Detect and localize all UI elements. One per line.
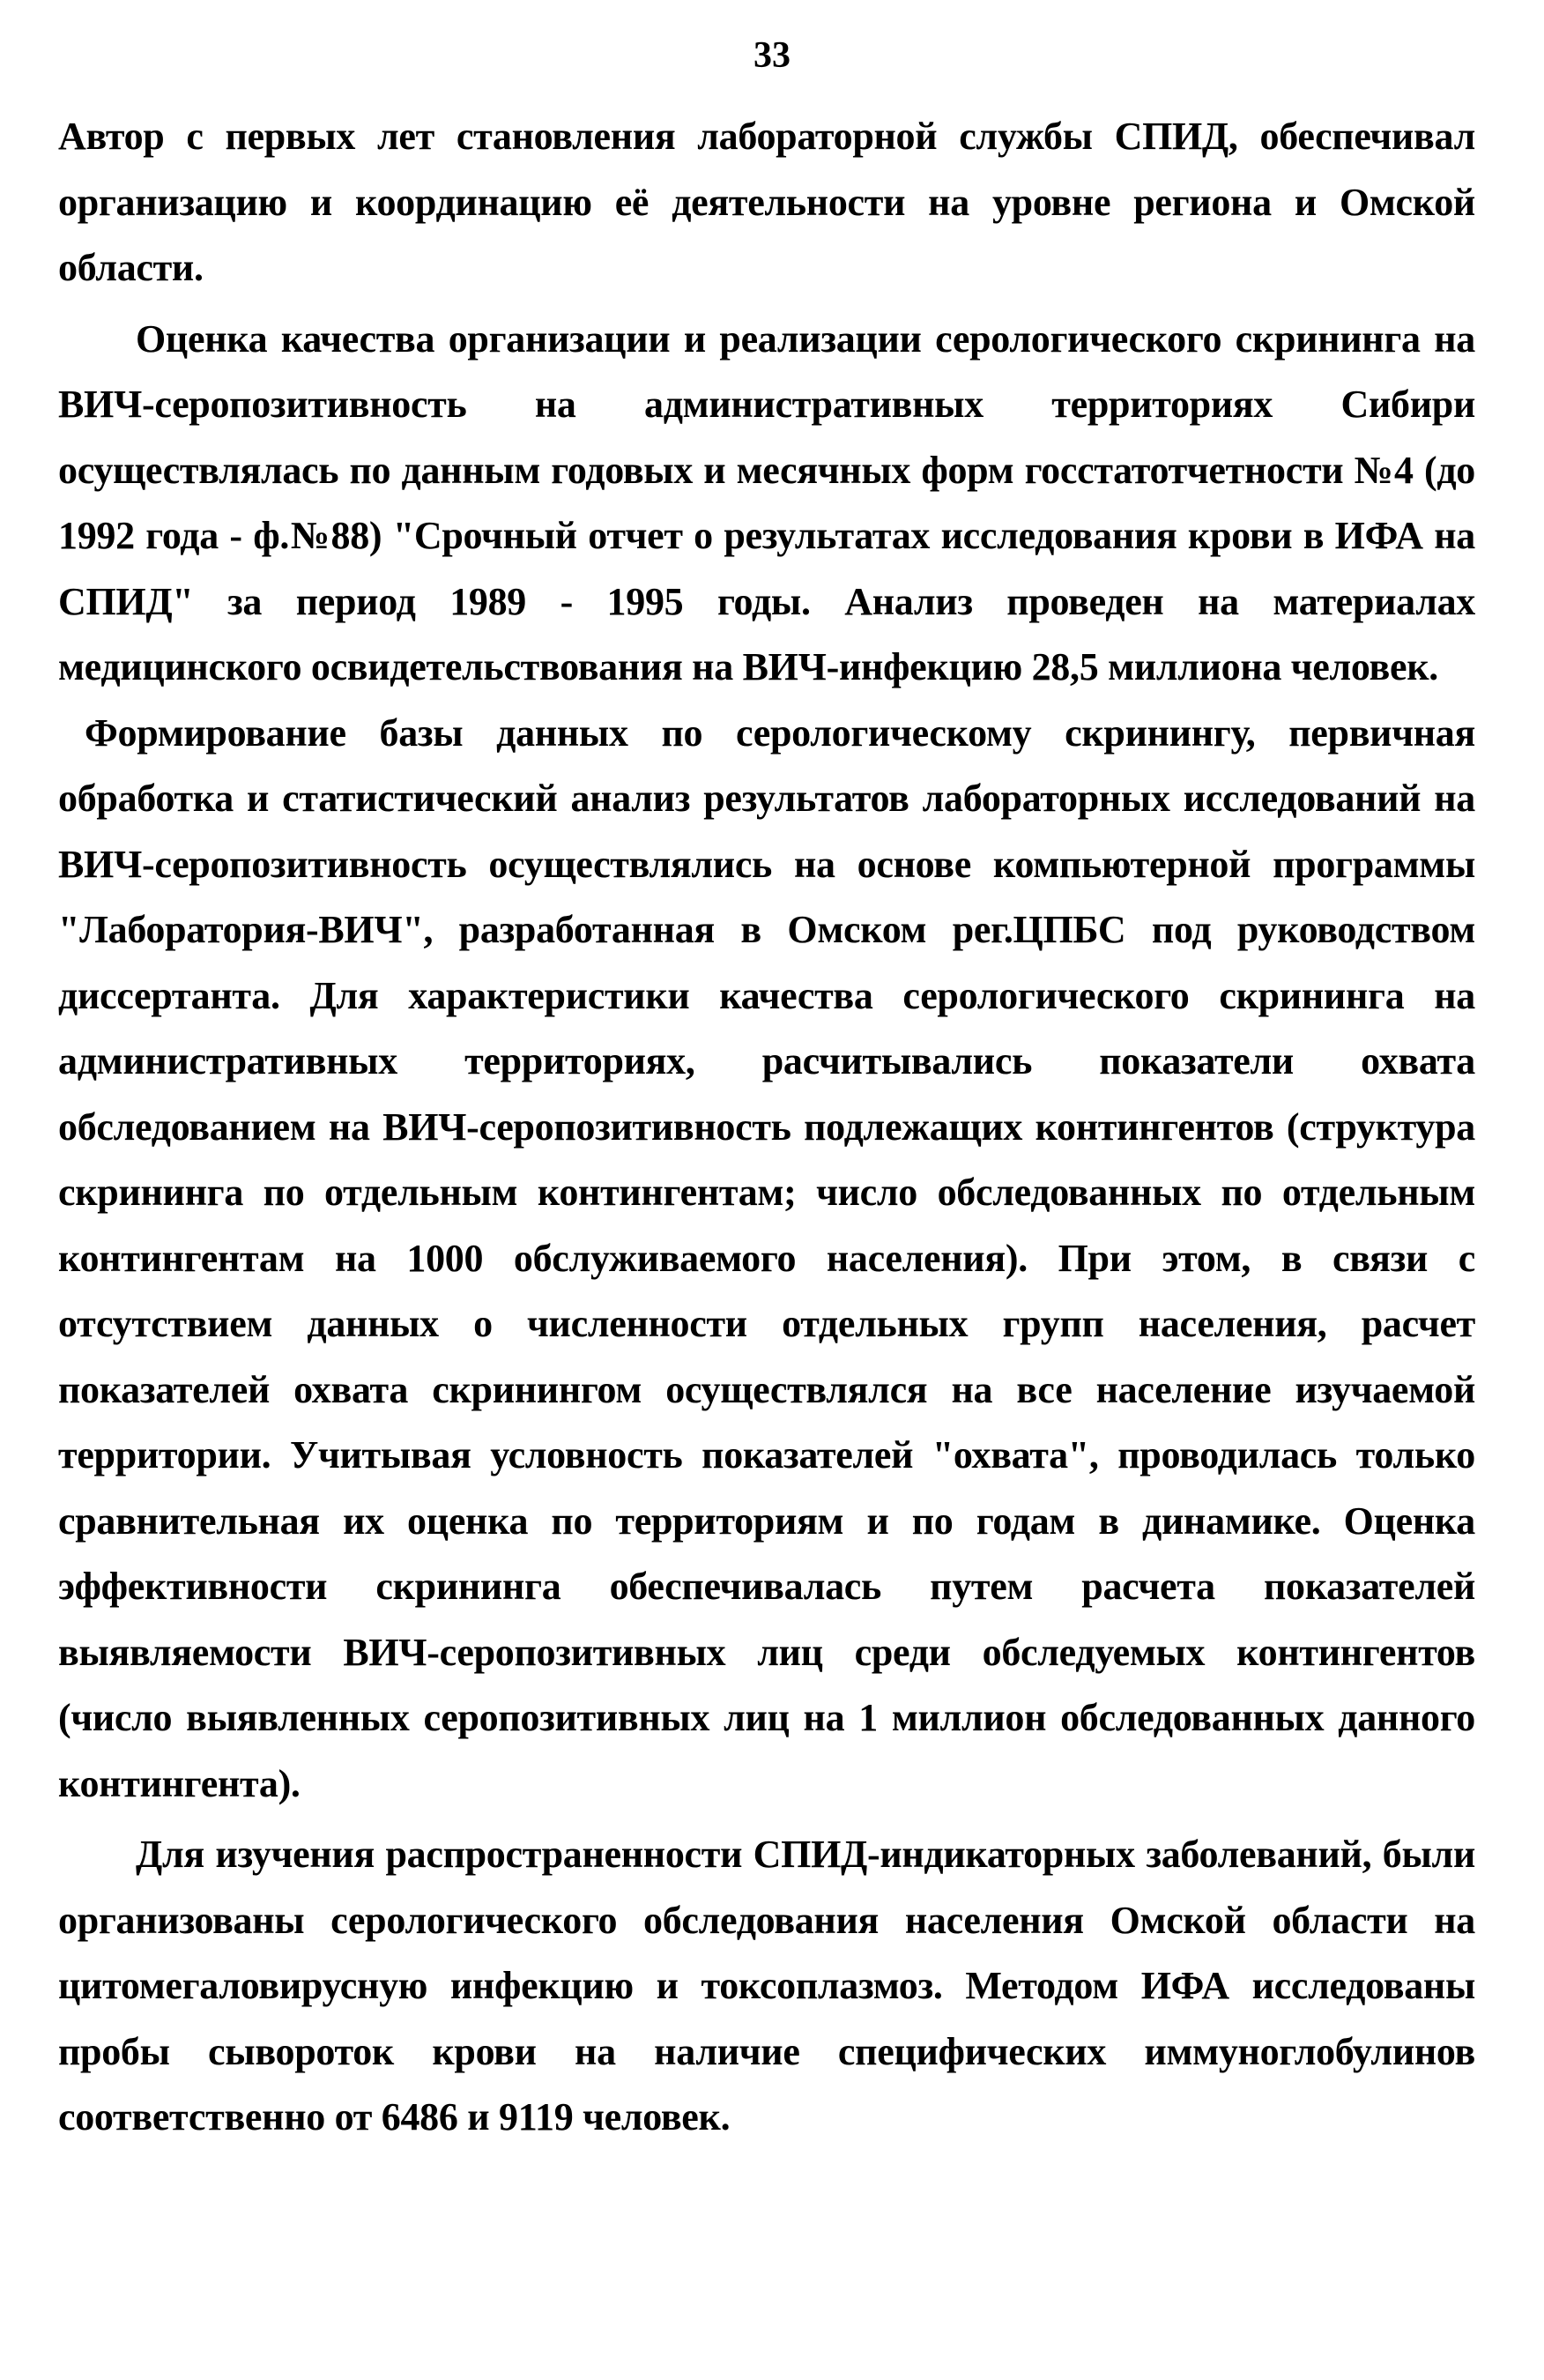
- page-number: 33: [753, 35, 791, 76]
- paragraph-author-role: Автор с первых лет становления лабораторной службы СПИД, обеспечивал организацию и координацию её деятельности на уровне региона и Омской области.: [58, 115, 1475, 289]
- body-text: [58, 104, 1475, 2151]
- paragraph-database-methods: Формирование базы данных по серологическому скринингу, первичная обработка и статистический анализ результатов лабораторных исследований на ВИЧ-серопозитивность осуществлялись на основе компьютерной программы "Лаборатория-ВИЧ", разработанная в Омском рег.ЦПБС под руководством диссертанта. Для характеристики качества серологического скрининга на административных территориях, расчитывались показатели охвата обследованием на ВИЧ-серопозитивность подлежащих контингентов (структура скрининга по отдельным контингентам; число обследованных по отдельным контингентам на 1000 обслуживаемого населения). При этом, в связи с отсутствием данных о численности отдельных групп населения, расчет показателей охвата скринингом осуществлялся на все население изучаемой территории. Учитывая условность показателей "охвата", проводилась только сравнительная их оценка по территориям и по годам в динамике. Оценка эффективности скрининга обеспечивалась путем расчета показателей выявляемости ВИЧ-серопозитивных лиц среди обследуемых контингентов (число выявленных серопозитивных лиц на 1 миллион обследованных данного контингента).: [58, 710, 1475, 1805]
- paragraph-screening-assessment: Оценка качества организации и реализации серологического скрининга на ВИЧ-серопозитивность на административных территориях Сибири осуществлялась по данным годовых и месячных форм госстатотчетности №4 (до 1992 года - ф.№88) "Срочный отчет о результатах исследования крови в ИФА на СПИД" за период 1989 - 1995 годы. Анализ проведен на материалах медицинского освидетельствования на ВИЧ-инфекцию 28,5 миллиона человек.: [58, 316, 1475, 688]
- paragraph-indicator-diseases: Для изучения распространенности СПИД-индикаторных заболеваний, были организованы серологического обследования населения Омской области на цитомегаловирусную инфекцию и токсоплазмоз. Методом ИФА исследованы пробы сывороток крови на наличие специфических иммуноглобулинов соответственно от 6486 и 9119 человек.: [58, 1833, 1475, 2138]
